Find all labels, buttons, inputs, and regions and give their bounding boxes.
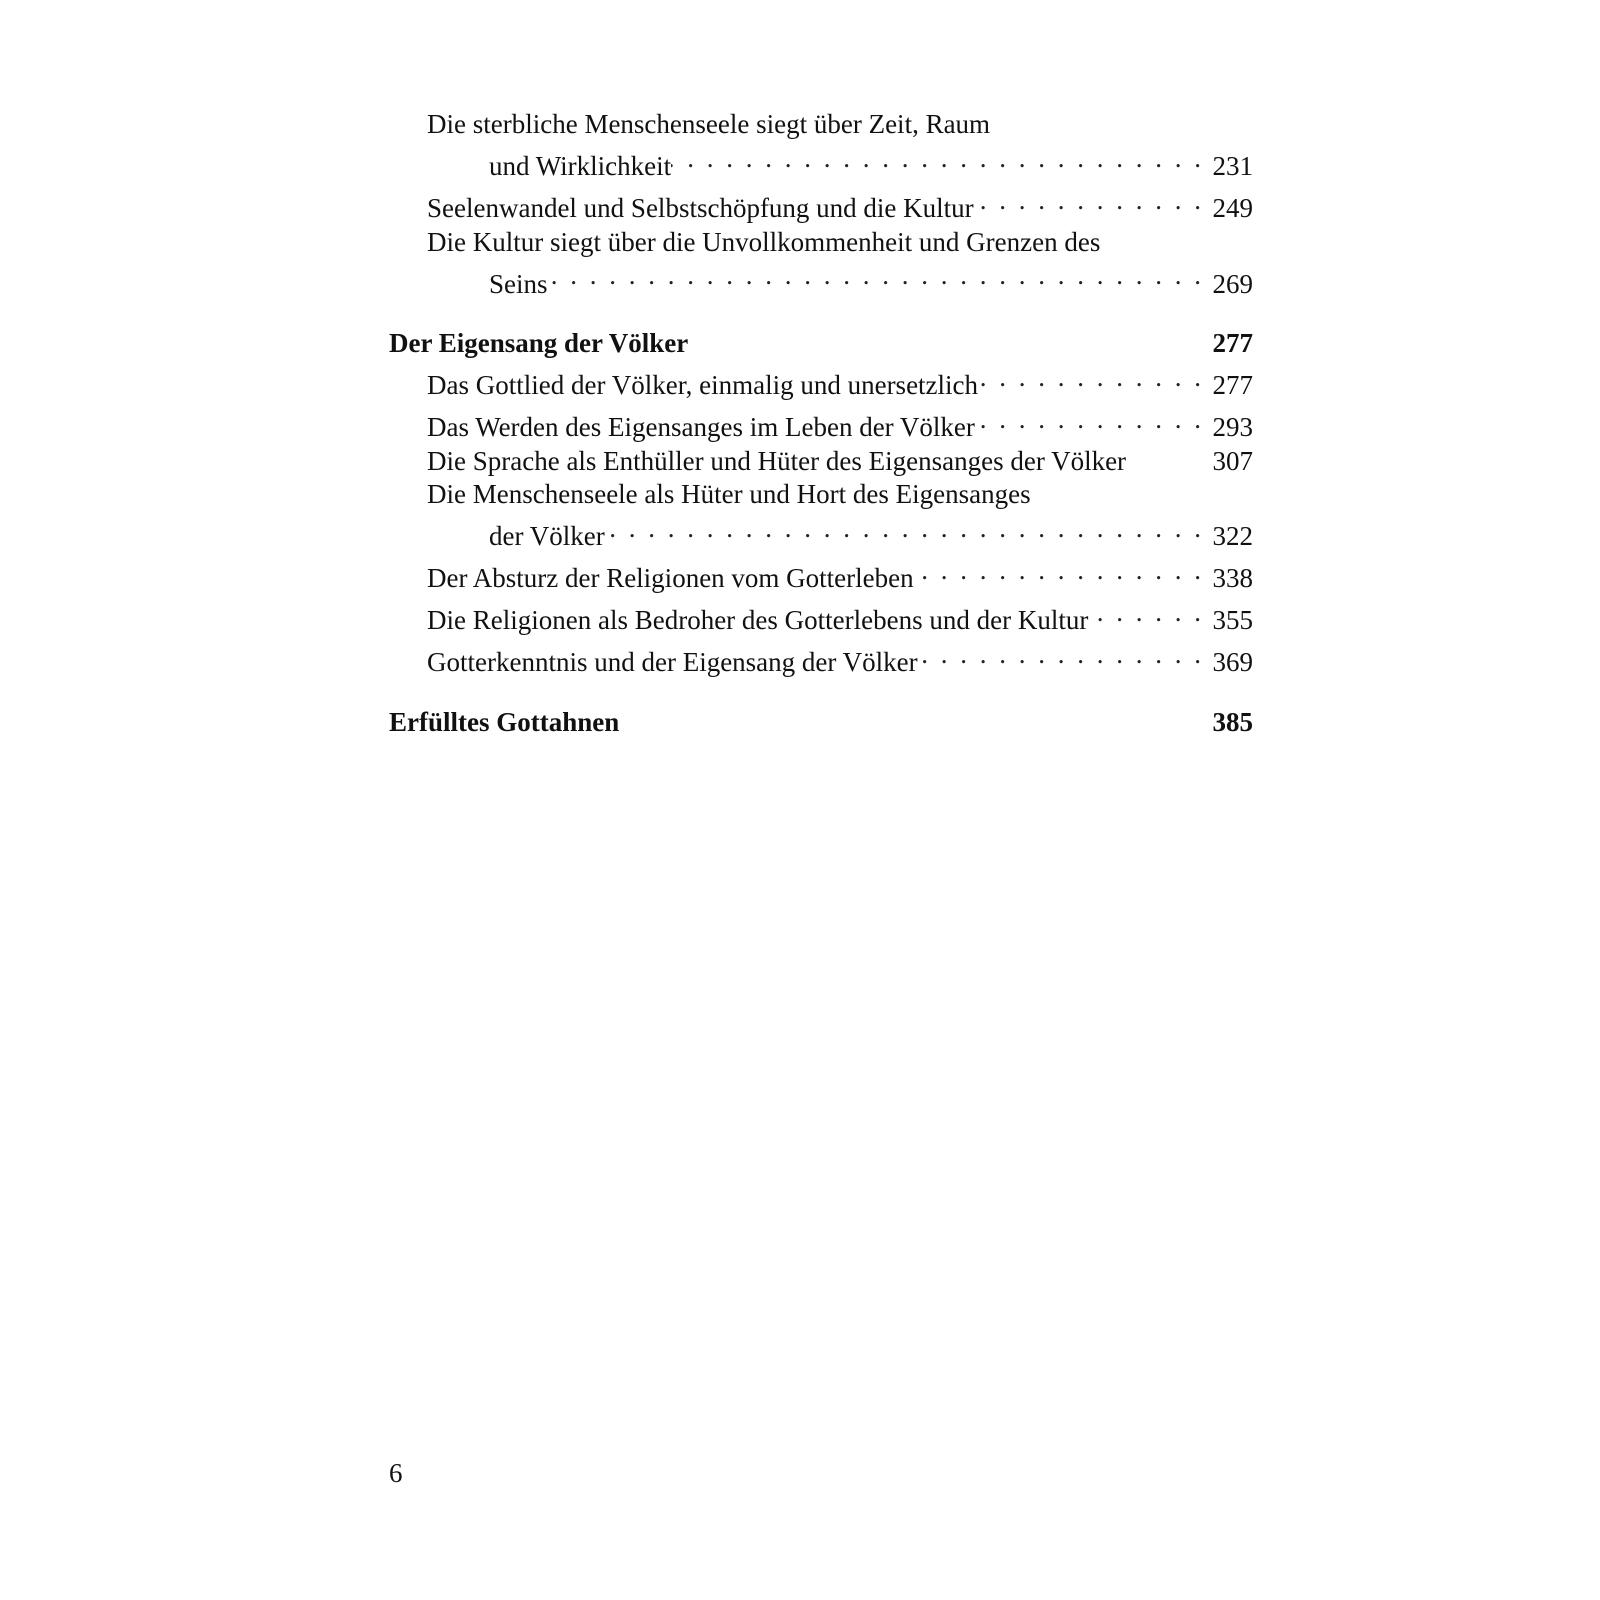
toc-entry-page: 231 bbox=[1212, 151, 1253, 181]
toc-entry-title: Die Menschenseele als Hüter und Hort des Eigensanges bbox=[427, 479, 1031, 509]
leader-dots bbox=[605, 512, 1209, 546]
toc-entry[interactable] bbox=[389, 259, 1253, 301]
toc-entry-title: Das Gottlied der Völker, einmalig und unersetzlich bbox=[427, 370, 979, 400]
leader-dots bbox=[671, 142, 1209, 176]
toc-entry[interactable] bbox=[389, 554, 1253, 596]
leader-dots bbox=[1088, 596, 1209, 630]
toc-entry-page: 249 bbox=[1212, 193, 1253, 223]
toc-entry-page: 355 bbox=[1212, 605, 1253, 635]
table-of-contents bbox=[389, 108, 1253, 739]
toc-chapter[interactable] bbox=[389, 327, 1253, 361]
toc-entry[interactable] bbox=[389, 445, 1253, 479]
chapter-page: 385 bbox=[1212, 706, 1253, 737]
toc-entry-title: Gotterkenntnis und der Eigensang der Völker bbox=[427, 647, 918, 677]
toc-entry-page: 307 bbox=[1212, 445, 1253, 476]
page-number: 6 bbox=[389, 1458, 403, 1488]
leader-dots bbox=[914, 554, 1209, 588]
toc-entry-title: Die Sprache als Enthüller und Hüter des Eigensanges der Völker bbox=[427, 445, 1127, 476]
toc-chapter[interactable] bbox=[389, 706, 1253, 740]
toc-entry[interactable] bbox=[389, 108, 1253, 142]
leader-dots bbox=[975, 403, 1209, 437]
toc-entry-title: Seins bbox=[489, 268, 548, 299]
leader-dots bbox=[918, 638, 1209, 672]
toc-entry[interactable] bbox=[389, 638, 1253, 680]
toc-entry-title: Der Absturz der Religionen vom Gotterleben bbox=[427, 563, 914, 593]
toc-entry-title: der Völker bbox=[489, 521, 605, 551]
toc-entry-title: Seelenwandel und Selbstschöpfung und die Kultur bbox=[427, 193, 974, 223]
toc-entry-title: Das Werden des Eigensanges im Leben der Völker bbox=[427, 412, 975, 442]
toc-entry[interactable] bbox=[389, 142, 1253, 184]
toc-entry-page: 277 bbox=[1212, 370, 1253, 400]
toc-entry[interactable] bbox=[389, 512, 1253, 554]
chapter-title: Erfülltes Gottahnen bbox=[389, 706, 620, 737]
toc-entry[interactable] bbox=[389, 596, 1253, 638]
toc-entry-title: Die Religionen als Bedroher des Gotterlebens und der Kultur bbox=[427, 605, 1089, 635]
toc-entry[interactable] bbox=[389, 478, 1253, 512]
leader-dots bbox=[974, 184, 1209, 218]
toc-entry[interactable] bbox=[389, 184, 1253, 226]
toc-entry[interactable] bbox=[389, 403, 1253, 445]
leader-dots bbox=[978, 361, 1209, 395]
toc-entry-title: und Wirklichkeit bbox=[489, 151, 672, 181]
toc-entry[interactable] bbox=[389, 361, 1253, 403]
toc-entry-title: Die sterbliche Menschenseele siegt über Zeit, Raum bbox=[427, 109, 991, 139]
toc-entry-page: 322 bbox=[1212, 521, 1253, 551]
toc-entry[interactable] bbox=[389, 226, 1253, 260]
toc-entry-page: 338 bbox=[1212, 563, 1253, 593]
toc-entry-page: 369 bbox=[1212, 647, 1253, 677]
leader-dots bbox=[548, 259, 1209, 293]
toc-entry-title: Die Kultur siegt über die Unvollkommenheit und Grenzen des bbox=[427, 226, 1101, 257]
chapter-title: Der Eigensang der Völker bbox=[389, 328, 689, 358]
toc-entry-page: 269 bbox=[1212, 268, 1253, 299]
chapter-page: 277 bbox=[1212, 328, 1253, 358]
toc-entry-page: 293 bbox=[1212, 412, 1253, 442]
